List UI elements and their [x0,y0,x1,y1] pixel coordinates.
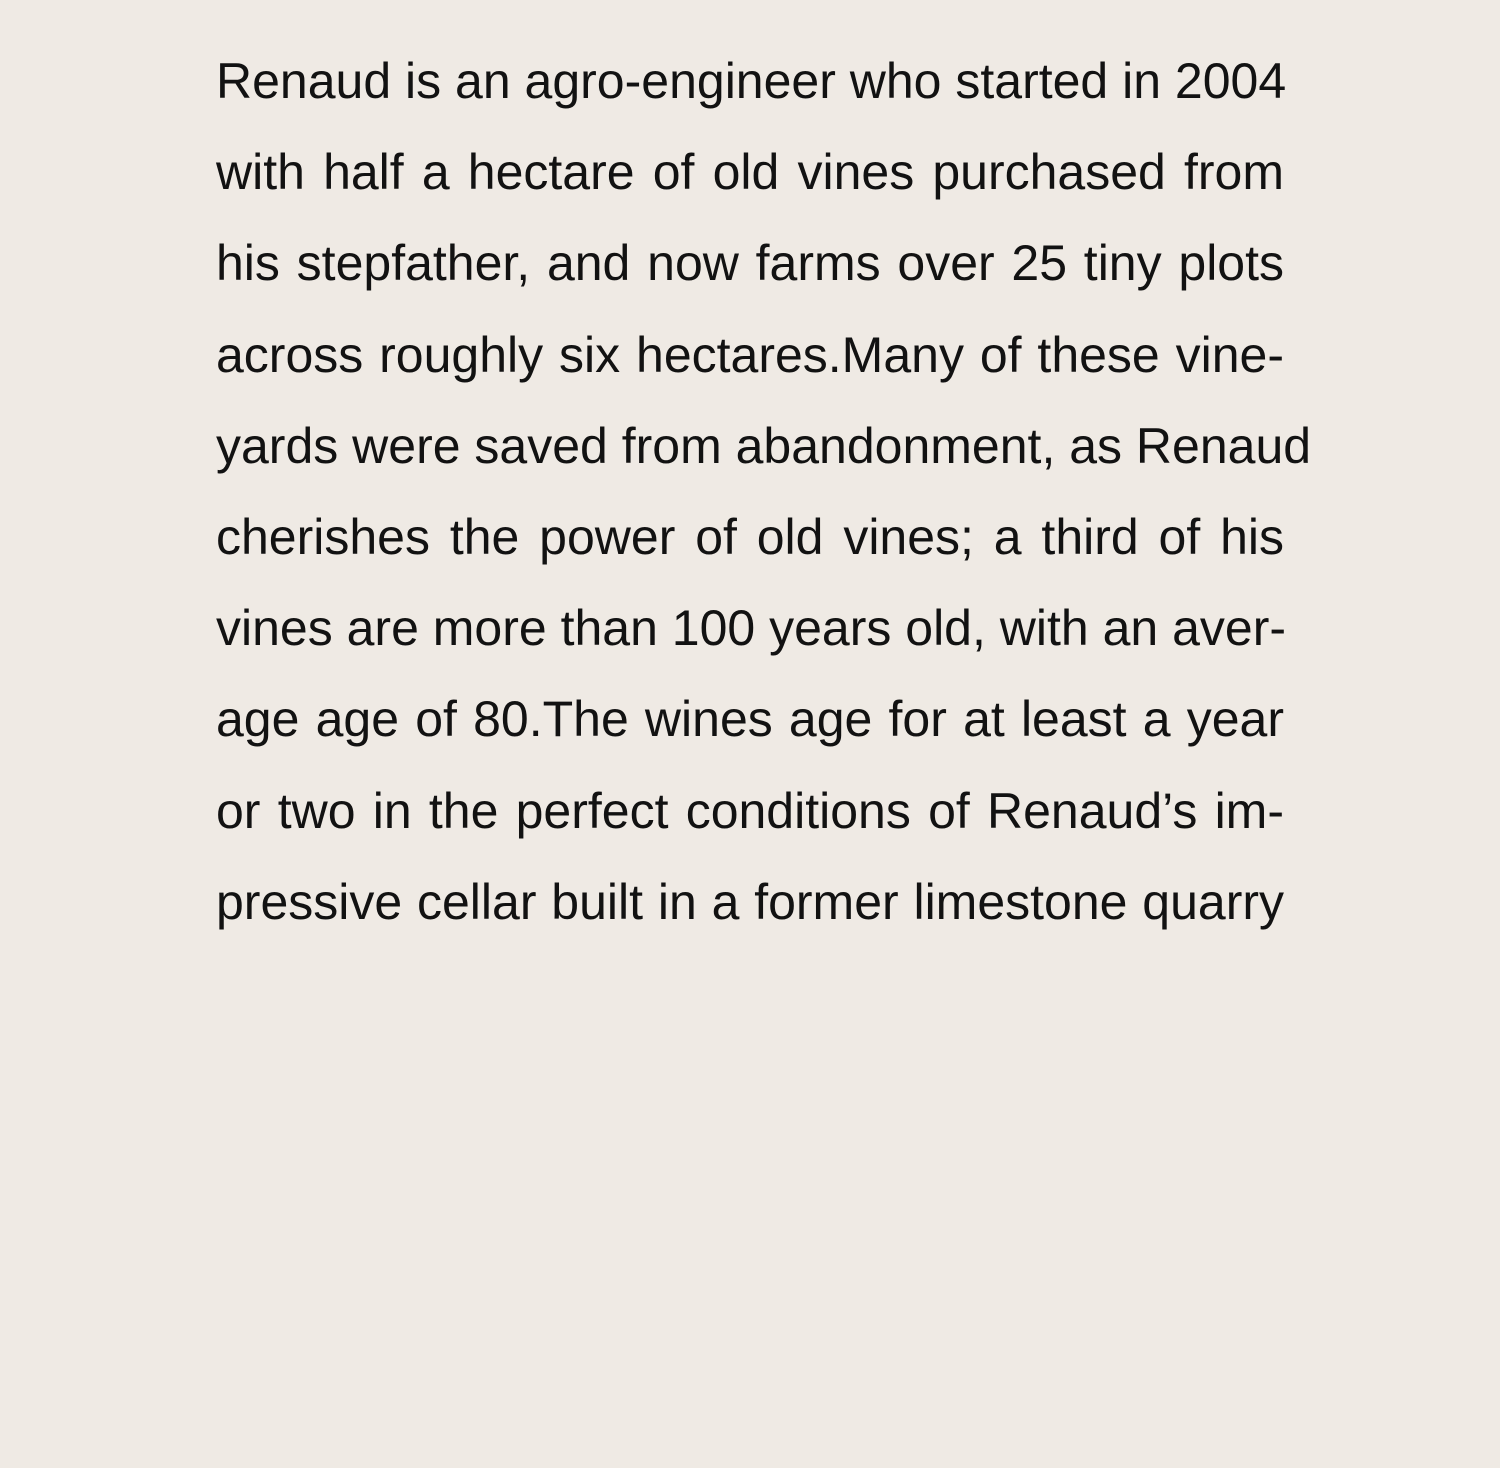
article-paragraph [216,36,1312,948]
paragraph-line-1: Renaud is an agro-engineer who started in 2004 [216,53,1287,109]
paragraph-line-2: with half a hectare of old vines purchased from [216,144,1284,201]
paragraph-line-7: vines are more than 100 years old, with an aver- [216,600,1286,657]
paragraph-line-6: cherishes the power of old vines; a third of his [216,508,1284,565]
paragraph-line-3: his stepfather, and now farms over 25 tiny plots [216,235,1284,292]
paragraph-line-4: across roughly six hectares.Many of these vine- [216,326,1284,383]
paragraph-line-5: yards were saved from abandonment, as Renaud [216,417,1312,474]
paragraph-line-9: or two in the perfect conditions of Renaud’s im- [216,782,1284,839]
paragraph-line-10: pressive cellar built in a former limestone quarry [216,873,1284,930]
paragraph-line-8: age age of 80.The wines age for at least a year [216,691,1284,748]
